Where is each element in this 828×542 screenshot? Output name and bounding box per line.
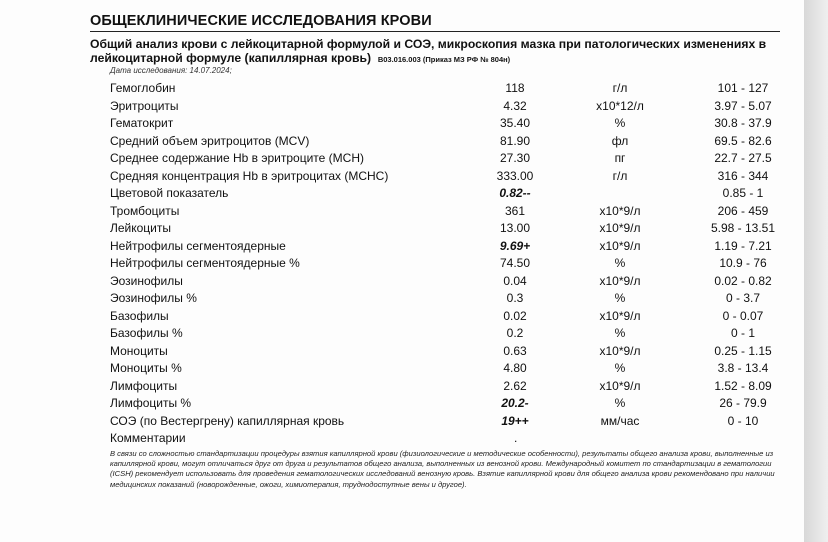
- comment-label: Комментарии: [110, 431, 186, 445]
- result-value: 0.3: [506, 291, 524, 305]
- result-reference: 0 - 0.07: [722, 308, 764, 323]
- result-row: [110, 308, 790, 326]
- result-value: 0.63: [503, 343, 527, 358]
- result-value: 27.30: [499, 151, 531, 165]
- result-row: [110, 80, 790, 98]
- result-unit: г/л: [612, 168, 628, 183]
- result-reference: 10.9 - 76: [719, 256, 767, 270]
- result-unit: %: [614, 256, 626, 270]
- result-row: [110, 98, 790, 116]
- result-unit: х10*9/л: [599, 273, 641, 288]
- result-name: Базофилы: [110, 308, 169, 323]
- result-name: Средняя концентрация Hb в эритроцитах (MCHC): [110, 168, 389, 183]
- result-unit: %: [614, 291, 626, 305]
- result-name: Гемоглобин: [110, 81, 176, 95]
- result-name: Эозинофилы %: [110, 291, 197, 305]
- result-unit: %: [614, 361, 626, 375]
- result-row: [110, 168, 790, 186]
- result-reference: 0.02 - 0.82: [714, 273, 772, 288]
- result-value: 35.40: [499, 116, 531, 130]
- result-row: [110, 273, 790, 291]
- result-unit: х10*9/л: [599, 378, 641, 393]
- result-reference: 0 - 1: [730, 326, 755, 340]
- result-value: 0.02: [503, 308, 527, 323]
- result-row: [110, 413, 790, 431]
- result-value: 333.00: [496, 168, 534, 183]
- result-reference: 3.97 - 5.07: [714, 98, 772, 113]
- result-name: Эритроциты: [110, 98, 179, 113]
- result-name: Эозинофилы: [110, 273, 183, 288]
- result-value: 19++: [501, 413, 529, 428]
- result-value: 4.80: [503, 361, 527, 375]
- result-row: [110, 343, 790, 361]
- comment-value: .: [514, 431, 518, 445]
- result-value: 0.2: [506, 326, 524, 340]
- study-date: Дата исследования: 14.07.2024;: [110, 66, 232, 75]
- result-unit: х10*9/л: [599, 203, 641, 218]
- result-unit: х10*12/л: [596, 98, 644, 113]
- result-row: [110, 395, 790, 413]
- result-name: Средний объем эритроцитов (MCV): [110, 133, 310, 148]
- page-edge-shadow: [804, 0, 828, 542]
- result-reference: 1.19 - 7.21: [714, 238, 772, 253]
- result-name: Моноциты: [110, 343, 168, 358]
- result-row: [110, 325, 790, 343]
- result-reference: 316 - 344: [717, 168, 769, 183]
- result-unit: пг: [614, 151, 626, 165]
- result-unit: %: [614, 396, 626, 410]
- result-name: Среднее содержание Hb в эритроците (MCH): [110, 151, 364, 165]
- result-value: 13.00: [499, 221, 531, 235]
- result-reference: 69.5 - 82.6: [714, 133, 772, 148]
- result-row: [110, 220, 790, 238]
- result-value: 81.90: [499, 133, 531, 148]
- result-reference: 30.8 - 37.9: [714, 116, 772, 130]
- result-name: Гематокрит: [110, 116, 174, 130]
- test-code: В03.016.003 (Приказ МЗ РФ № 804н): [377, 55, 511, 64]
- footnote: В связи со сложностью стандартизации процедуры взятия капиллярной крови (физиологические и методические особенности), результаты общего анализа крови, выполненные из капиллярной крови, могут отличаться друг от друга и результатов общего анализа, выполненных из венозной крови. Международный комитет по стандартизации в гематологии (ICSH) рекомендует использовать для проведения гематологических исследований венозную кровь. Взятие капиллярной крови для общего анализа крови рекомендовано при наличии медицинских показаний (новорожденные, ожоги, химиотерапия, труднодоступные вены и другое).: [110, 449, 775, 489]
- result-row: [110, 203, 790, 221]
- result-reference: 3.8 - 13.4: [717, 361, 769, 375]
- result-unit: х10*9/л: [599, 343, 641, 358]
- section-title: ОБЩЕКЛИНИЧЕСКИЕ ИССЛЕДОВАНИЯ КРОВИ: [90, 13, 780, 32]
- result-row: [110, 150, 790, 168]
- result-name: СОЭ (по Вестергрену) капиллярная кровь: [110, 413, 345, 428]
- result-value: 20.2-: [501, 396, 529, 410]
- result-value: 2.62: [503, 378, 527, 393]
- result-row: [110, 290, 790, 308]
- result-row: [110, 133, 790, 151]
- test-title-text: Общий анализ крови с лейкоцитарной формулой и СОЭ, микроскопия мазка при патологических изменениях в лейкоцитарной формуле (капиллярная кровь): [90, 37, 767, 65]
- result-reference: 26 - 79.9: [719, 396, 767, 410]
- result-row: [110, 115, 790, 133]
- result-unit: %: [614, 116, 626, 130]
- results-table: [110, 80, 790, 448]
- result-value: 4.32: [503, 98, 527, 113]
- result-unit: фл: [611, 133, 629, 148]
- result-name: Лейкоциты: [110, 221, 172, 235]
- test-title: [90, 37, 770, 67]
- result-unit: мм/час: [600, 413, 640, 428]
- result-name: Лимфоциты %: [110, 396, 192, 410]
- result-reference: 0 - 10: [727, 413, 759, 428]
- result-reference: 1.52 - 8.09: [714, 378, 772, 393]
- result-unit: х10*9/л: [599, 308, 641, 323]
- result-name: Лимфоциты: [110, 378, 178, 393]
- result-reference: 22.7 - 27.5: [714, 151, 772, 165]
- result-row: [110, 360, 790, 378]
- result-reference: 0.25 - 1.15: [714, 343, 772, 358]
- result-row: [110, 238, 790, 256]
- result-reference: 5.98 - 13.51: [710, 221, 776, 235]
- result-name: Моноциты %: [110, 361, 182, 375]
- result-value: 9.69+: [499, 238, 531, 253]
- result-unit: %: [614, 326, 626, 340]
- result-name: Цветовой показатель: [110, 186, 229, 200]
- result-value: 0.04: [503, 273, 527, 288]
- comment-row: [110, 430, 790, 448]
- result-unit: х10*9/л: [599, 238, 641, 253]
- result-name: Нейтрофилы сегментоядерные %: [110, 256, 300, 270]
- result-name: Нейтрофилы сегментоядерные: [110, 238, 286, 253]
- result-value: 118: [505, 81, 525, 95]
- result-reference: 0.85 - 1: [722, 186, 764, 200]
- result-value: 74.50: [499, 256, 531, 270]
- result-name: Тромбоциты: [110, 203, 180, 218]
- result-row: [110, 255, 790, 273]
- result-row: [110, 378, 790, 396]
- result-reference: 206 - 459: [717, 203, 769, 218]
- result-reference: 0 - 3.7: [725, 291, 761, 305]
- result-value: 0.82--: [499, 186, 531, 200]
- result-name: Базофилы %: [110, 326, 183, 340]
- result-unit: х10*9/л: [599, 221, 641, 235]
- result-row: [110, 185, 790, 203]
- result-unit: г/л: [612, 81, 628, 95]
- result-value: 361: [504, 203, 526, 218]
- result-reference: 101 - 127: [717, 81, 769, 95]
